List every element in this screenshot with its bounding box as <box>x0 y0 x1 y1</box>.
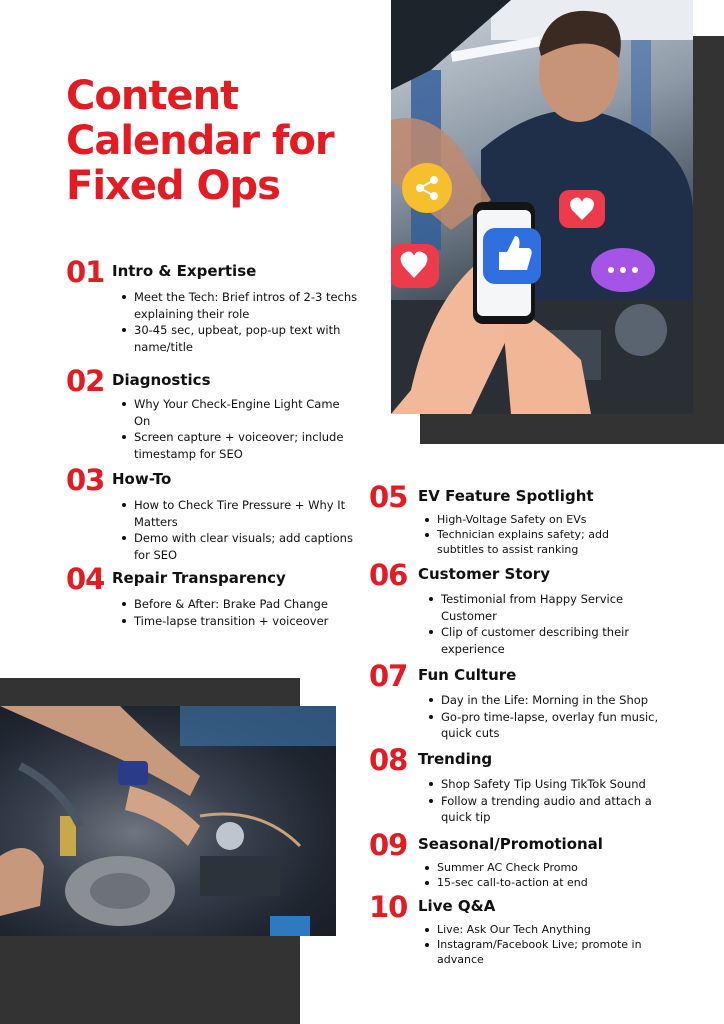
item-bullets <box>429 692 669 742</box>
list-item: Why Your Check-Engine Light Came On <box>122 396 352 429</box>
item-number: 09 <box>369 828 408 862</box>
item-06 <box>369 560 669 660</box>
mechanic-photo-illustration <box>391 0 693 414</box>
item-05 <box>369 482 669 562</box>
item-bullets <box>429 591 649 657</box>
item-02 <box>66 366 366 466</box>
item-number: 04 <box>66 562 105 596</box>
title-line-1: Content <box>66 73 239 119</box>
list-item: 30-45 sec, upbeat, pop-up text with name/title <box>122 322 362 355</box>
item-number: 10 <box>369 890 408 924</box>
item-number: 05 <box>369 480 408 514</box>
list-item: Follow a trending audio and attach a quick tip <box>429 793 669 826</box>
item-heading: Diagnostics <box>112 371 211 389</box>
list-item: Clip of customer describing their experience <box>429 624 649 657</box>
list-item: Day in the Life: Morning in the Shop <box>429 692 669 709</box>
list-item: How to Check Tire Pressure + Why It Matters <box>122 497 362 530</box>
item-heading: EV Feature Spotlight <box>418 487 594 505</box>
item-bullets <box>122 396 352 462</box>
item-01 <box>66 257 366 357</box>
item-bullets <box>122 497 362 563</box>
item-heading: Fun Culture <box>418 666 517 684</box>
item-heading: Seasonal/Promotional <box>418 835 603 853</box>
item-heading: How-To <box>112 470 172 488</box>
list-item: Time-lapse transition + voiceover <box>122 613 362 630</box>
list-item: Instagram/Facebook Live; promote in advance <box>425 937 655 967</box>
list-item: 15-sec call-to-action at end <box>425 875 645 890</box>
list-item: Summer AC Check Promo <box>425 860 645 875</box>
item-03 <box>66 465 366 565</box>
list-item: High-Voltage Safety on EVs <box>425 512 625 527</box>
item-heading: Intro & Expertise <box>112 262 257 280</box>
engine-repair-photo <box>0 706 336 936</box>
list-item: Before & After: Brake Pad Change <box>122 596 362 613</box>
item-number: 02 <box>66 364 105 398</box>
item-number: 03 <box>66 463 105 497</box>
item-04 <box>66 564 366 634</box>
list-item: Meet the Tech: Brief intros of 2-3 techs explaining their role <box>122 289 362 322</box>
mechanic-photo <box>391 0 693 414</box>
item-10 <box>369 892 689 972</box>
item-number: 06 <box>369 558 408 592</box>
item-bullets <box>425 922 655 967</box>
item-bullets <box>122 596 362 629</box>
list-item: Testimonial from Happy Service Customer <box>429 591 649 624</box>
item-bullets <box>425 860 645 890</box>
list-item: Go-pro time-lapse, overlay fun music, quick cuts <box>429 709 669 742</box>
list-item: Screen capture + voiceover; include timestamp for SEO <box>122 429 352 462</box>
title-line-2: Calendar for <box>66 118 334 164</box>
title-line-3: Fixed Ops <box>66 163 280 209</box>
item-number: 07 <box>369 659 408 693</box>
item-09 <box>369 830 689 894</box>
engine-photo-illustration <box>0 706 336 936</box>
item-bullets <box>122 289 362 355</box>
item-bullets <box>429 776 669 826</box>
item-07 <box>369 661 689 741</box>
item-heading: Customer Story <box>418 565 550 583</box>
item-heading: Repair Transparency <box>112 569 286 587</box>
item-number: 08 <box>369 743 408 777</box>
page-title <box>66 74 386 209</box>
item-bullets <box>425 512 625 557</box>
item-heading: Live Q&A <box>418 897 496 915</box>
list-item: Shop Safety Tip Using TikTok Sound <box>429 776 669 793</box>
item-08 <box>369 745 689 825</box>
list-item: Demo with clear visuals; add captions for SEO <box>122 530 362 563</box>
list-item: Technician explains safety; add subtitles to assist ranking <box>425 527 625 557</box>
item-number: 01 <box>66 255 105 289</box>
list-item: Live: Ask Our Tech Anything <box>425 922 655 937</box>
item-heading: Trending <box>418 750 493 768</box>
